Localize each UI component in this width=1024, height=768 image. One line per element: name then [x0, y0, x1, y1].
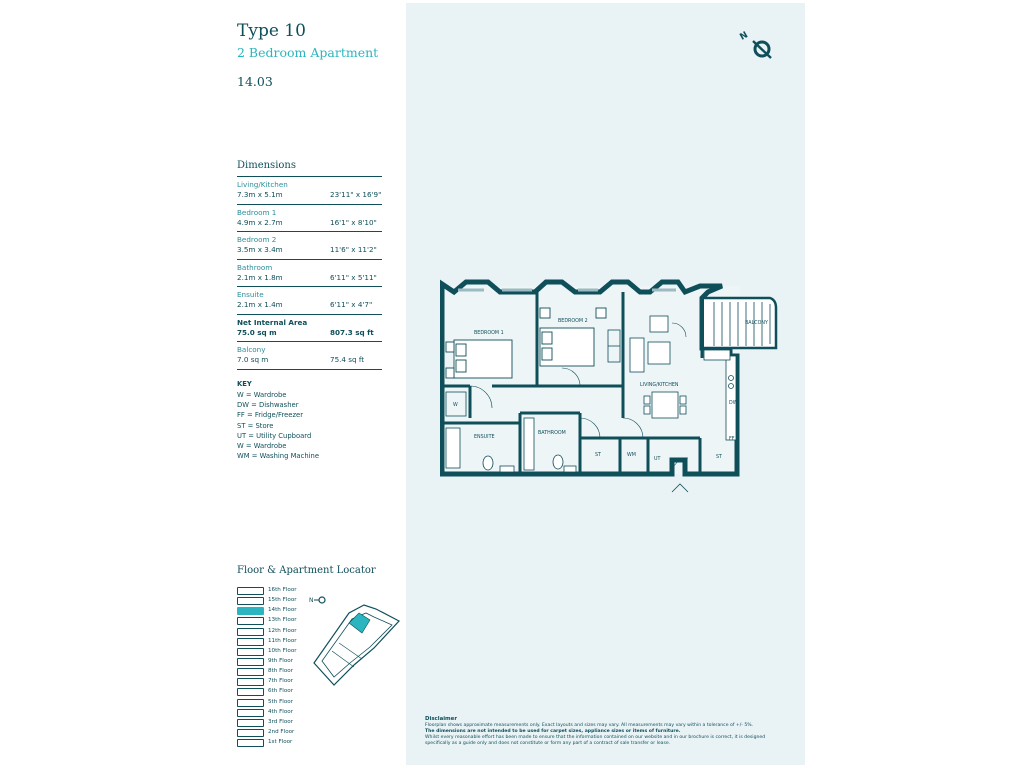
- metric-size: 2.1m x 1.8m: [237, 272, 283, 282]
- label-bathroom: BATHROOM: [538, 431, 566, 436]
- room-name: Bathroom: [237, 262, 273, 272]
- label-washing-machine: WM: [627, 453, 636, 458]
- floor-label: 5th Floor: [268, 698, 293, 705]
- label-dishwasher: DW: [729, 401, 738, 406]
- floor-box: [237, 648, 264, 656]
- floor-box: [237, 709, 264, 717]
- metric-size: 7.0 sq m: [237, 355, 269, 364]
- key-item: W = Wardrobe: [237, 442, 287, 451]
- floor-label: 14th Floor: [268, 607, 297, 614]
- room-name: Living/Kitchen: [237, 180, 288, 189]
- key-legend: [237, 380, 319, 461]
- floor-box-active: [237, 607, 264, 615]
- disclaimer-line: Whilst every reasonable effort has been made to ensure that the information contained on our website and in our brochure is correct, it is designed specifically as a guide only and does not constitute or form any part of a contract of sale transfer or lease.: [425, 735, 766, 746]
- key-item: ST = Store: [237, 421, 274, 430]
- dimension-row: [237, 176, 382, 204]
- floor-label: 2nd Floor: [268, 728, 295, 735]
- dimension-row: [237, 231, 382, 259]
- label-fridge-freezer: FF: [729, 437, 735, 442]
- floor-box: [237, 638, 264, 646]
- label-living-kitchen: LIVING/KITCHEN: [640, 383, 679, 388]
- floor-label: 3rd Floor: [268, 718, 294, 725]
- floor-box: [237, 739, 264, 747]
- apartment-floorplan: [440, 278, 780, 493]
- imperial-size: 75.4 sq ft: [330, 355, 365, 364]
- imperial-size: 23'11" x 16'9": [330, 190, 382, 199]
- info-panel: [219, 3, 406, 765]
- floor-box: [237, 729, 264, 737]
- floor-box: [237, 617, 264, 625]
- floor-label: 6th Floor: [268, 688, 293, 695]
- net-internal-area-row: [237, 314, 382, 342]
- key-item: DW = Dishwasher: [237, 401, 299, 410]
- label-balcony: BALCONY: [745, 321, 768, 326]
- locator-compass-icon: [309, 597, 325, 604]
- label-bedroom2: BEDROOM 2: [558, 319, 588, 324]
- metric-size: 75.0 sq m: [237, 327, 277, 337]
- label-utility: UT: [654, 457, 661, 462]
- dimension-row: [237, 204, 382, 232]
- floor-label: 1st Floor: [268, 739, 293, 746]
- floor-box: [237, 678, 264, 686]
- key-title: KEY: [237, 380, 252, 388]
- floor-box: [237, 587, 264, 595]
- svg-text:N: N: [738, 30, 750, 43]
- dimensions-heading: Dimensions: [237, 160, 296, 171]
- key-item: W = Wardrobe: [237, 391, 287, 399]
- dimension-row: [237, 259, 382, 287]
- label-wardrobe: W: [453, 403, 458, 408]
- label-store-2: ST: [716, 455, 722, 460]
- floor-label: 4th Floor: [268, 708, 293, 715]
- imperial-size: 11'6" x 11'2": [330, 245, 377, 254]
- label-ensuite: ENSUITE: [474, 435, 495, 440]
- building-locator-map: [304, 593, 404, 688]
- floor-box: [237, 628, 264, 636]
- metric-size: 2.1m x 1.4m: [237, 300, 283, 309]
- label-bedroom1: BEDROOM 1: [474, 331, 504, 336]
- apartment-subtitle: 2 Bedroom Apartment: [237, 45, 379, 60]
- locator-heading: Floor & Apartment Locator: [237, 565, 376, 576]
- imperial-size: 6'11" x 5'11": [330, 272, 377, 282]
- floor-label: 16th Floor: [268, 587, 297, 593]
- unit-number: 14.03: [237, 74, 273, 89]
- svg-text:N: N: [309, 597, 314, 604]
- bedroom1-bed: [446, 340, 512, 378]
- dimension-row: [237, 341, 382, 370]
- disclaimer-heading: Disclaimer: [425, 716, 457, 722]
- floor-label: 13th Floor: [268, 617, 297, 624]
- metric-size: 4.9m x 2.7m: [237, 217, 283, 227]
- floor-box: [237, 719, 264, 727]
- dimensions-table: [237, 176, 382, 370]
- floor-label: 9th Floor: [268, 657, 293, 664]
- floor-label: 12th Floor: [268, 627, 297, 634]
- key-item: FF = Fridge/Freezer: [237, 411, 304, 420]
- key-item: UT = Utility Cupboard: [237, 431, 312, 440]
- imperial-size: 16'1" x 8'10": [330, 217, 377, 227]
- apartment-type-title: Type 10: [237, 21, 306, 41]
- north-compass-icon: [738, 29, 784, 65]
- room-name: Balcony: [237, 345, 266, 354]
- floor-label: 11th Floor: [268, 637, 297, 644]
- room-name: Bedroom 2: [237, 235, 277, 244]
- floor-box: [237, 688, 264, 696]
- floor-label: 7th Floor: [268, 678, 293, 685]
- room-name: Ensuite: [237, 290, 264, 299]
- metric-size: 7.3m x 5.1m: [237, 190, 283, 199]
- floor-box: [237, 699, 264, 707]
- imperial-size: 807.3 sq ft: [330, 327, 374, 337]
- floorplan-sheet: [219, 3, 805, 765]
- metric-size: 3.5m x 3.4m: [237, 245, 283, 254]
- floor-area: [444, 286, 740, 474]
- disclaimer-line: Floorplan shows approximate measurements only. Exact layouts and sizes may vary. All measurements may vary within a tolerance of +/- 5%.: [425, 723, 754, 728]
- floor-box: [237, 658, 264, 666]
- label-store: ST: [595, 453, 601, 458]
- key-item: WM = Washing Machine: [237, 452, 320, 461]
- dimension-row: [237, 286, 382, 314]
- floor-label: 15th Floor: [268, 597, 297, 604]
- entrance-arrow-icon: [672, 484, 688, 492]
- disclaimer-line-bold: The dimensions are not intended to be used for carpet sizes, appliance sizes or items of furniture.: [425, 729, 681, 734]
- imperial-size: 6'11" x 4'7": [330, 300, 373, 309]
- floor-label: 10th Floor: [268, 647, 297, 654]
- room-name: Net Internal Area: [237, 317, 308, 327]
- floor-label: 8th Floor: [268, 668, 293, 675]
- room-name: Bedroom 1: [237, 207, 277, 217]
- floor-box: [237, 668, 264, 676]
- floor-box: [237, 597, 264, 605]
- disclaimer: [425, 716, 785, 747]
